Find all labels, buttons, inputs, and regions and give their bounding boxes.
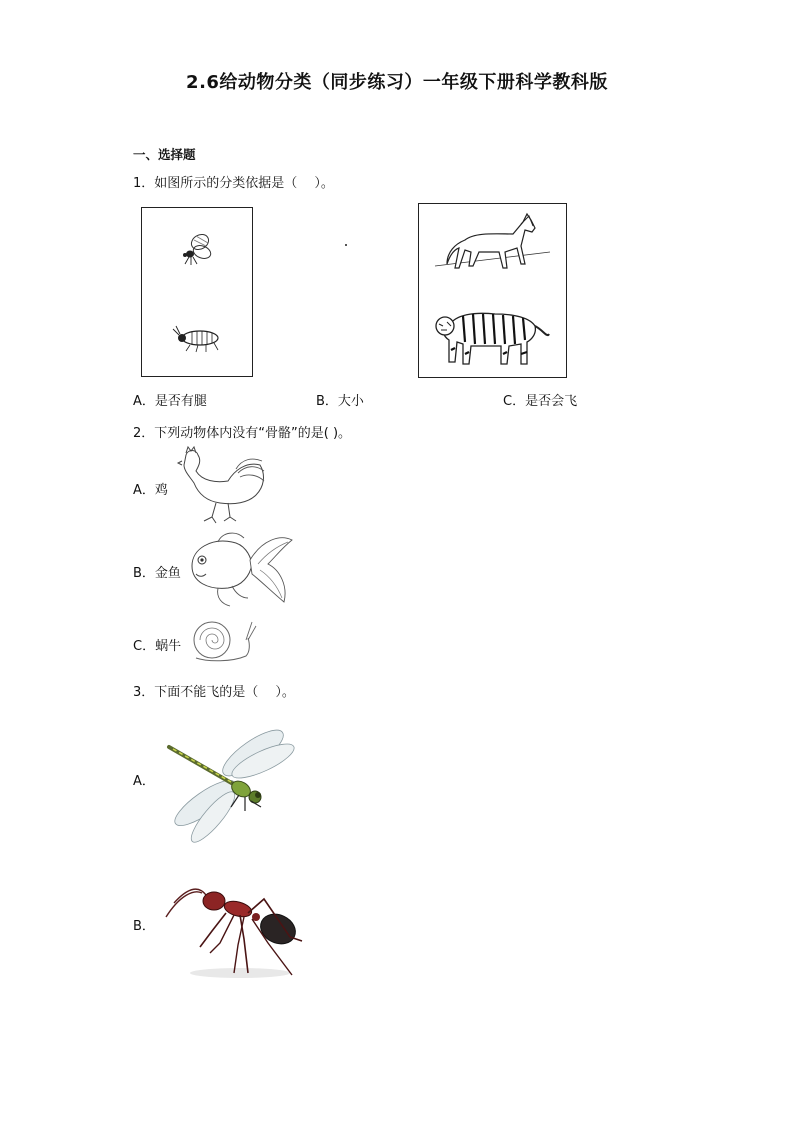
figure-box-left — [141, 207, 253, 377]
page-title: 2.6给动物分类（同步练习）一年级下册科学教科版 — [186, 72, 608, 93]
figure-box-right — [418, 203, 567, 378]
fly-icon — [180, 230, 220, 270]
horse-icon — [435, 212, 553, 278]
q3-option-a[interactable]: A． — [133, 774, 155, 789]
question-2: 2．下列动物体内没有“骨骼”的是( )。 — [133, 426, 352, 441]
question-1: 1．如图所示的分类依据是（ ）。 — [133, 176, 334, 191]
dragonfly-icon — [165, 727, 299, 837]
q1-option-b[interactable]: B．大小 — [316, 394, 364, 409]
q2-option-a[interactable]: A．鸡 — [133, 483, 168, 498]
q2-option-c[interactable]: C．蜗牛 — [133, 639, 182, 654]
q3-option-b[interactable]: B． — [133, 919, 155, 934]
snail-icon — [188, 618, 260, 666]
goldfish-icon — [188, 530, 296, 608]
q1-option-a[interactable]: A．是否有腿 — [133, 394, 207, 409]
q1-option-c[interactable]: C．是否会飞 — [503, 394, 578, 409]
question-3: 3．下面不能飞的是（ ）。 — [133, 685, 295, 700]
speck — [345, 244, 347, 246]
pill-bug-icon — [172, 324, 226, 354]
q2-option-b[interactable]: B．金鱼 — [133, 566, 181, 581]
tiger-icon — [435, 304, 553, 370]
section-heading: 一、选择题 — [133, 147, 196, 162]
rooster-icon — [176, 447, 268, 527]
ant-icon — [160, 883, 310, 983]
